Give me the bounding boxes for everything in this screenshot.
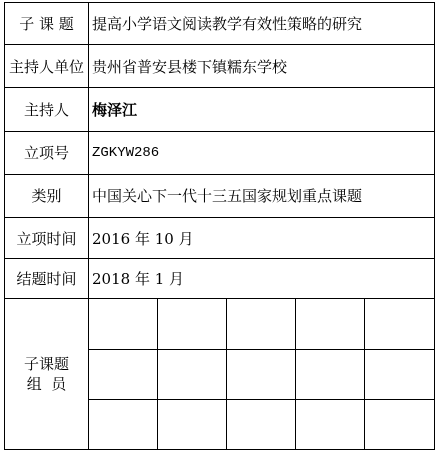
member-cell (158, 349, 227, 399)
row-host (5, 88, 435, 131)
member-cell (296, 299, 365, 349)
row-completion-date (5, 259, 435, 299)
members-row-1 (5, 299, 435, 349)
row-subproject (5, 3, 435, 45)
member-cell (296, 349, 365, 399)
members-label-line2: 组 员 (26, 375, 67, 394)
row-host-unit (5, 45, 435, 88)
value-project-number: ZGKYW286 (89, 131, 435, 174)
members-label-line1: 子课题 (23, 355, 69, 374)
member-cell (227, 399, 296, 449)
value-completion-date: 2018 年 1 月 (89, 259, 435, 299)
value-subproject: 提高小学语文阅读教学有效性策略的研究 (89, 3, 435, 45)
label-category: 类别 (5, 174, 89, 217)
member-cell (227, 299, 296, 349)
member-cell (89, 299, 158, 349)
member-cell (365, 349, 435, 399)
value-category: 中国关心下一代十三五国家规划重点课题 (89, 174, 435, 217)
row-category (5, 174, 435, 217)
label-project-number: 立项号 (5, 131, 89, 174)
value-approval-date: 2016 年 10 月 (89, 217, 435, 258)
value-host-unit: 贵州省普安县楼下镇糯东学校 (89, 45, 435, 88)
label-host: 主持人 (5, 88, 89, 131)
label-members (5, 299, 89, 450)
member-cell (89, 399, 158, 449)
member-cell (365, 299, 435, 349)
member-cell (365, 399, 435, 449)
member-cell (158, 399, 227, 449)
row-project-number (5, 131, 435, 174)
label-approval-date: 立项时间 (5, 217, 89, 258)
label-host-unit: 主持人单位 (5, 45, 89, 88)
project-info-form (4, 2, 435, 450)
label-subproject: 子 课 题 (5, 3, 89, 45)
member-cell (89, 349, 158, 399)
member-cell (227, 349, 296, 399)
row-approval-date (5, 217, 435, 258)
member-cell (158, 299, 227, 349)
value-host: 梅泽江 (89, 88, 435, 131)
label-completion-date: 结题时间 (5, 259, 89, 299)
member-cell (296, 399, 365, 449)
